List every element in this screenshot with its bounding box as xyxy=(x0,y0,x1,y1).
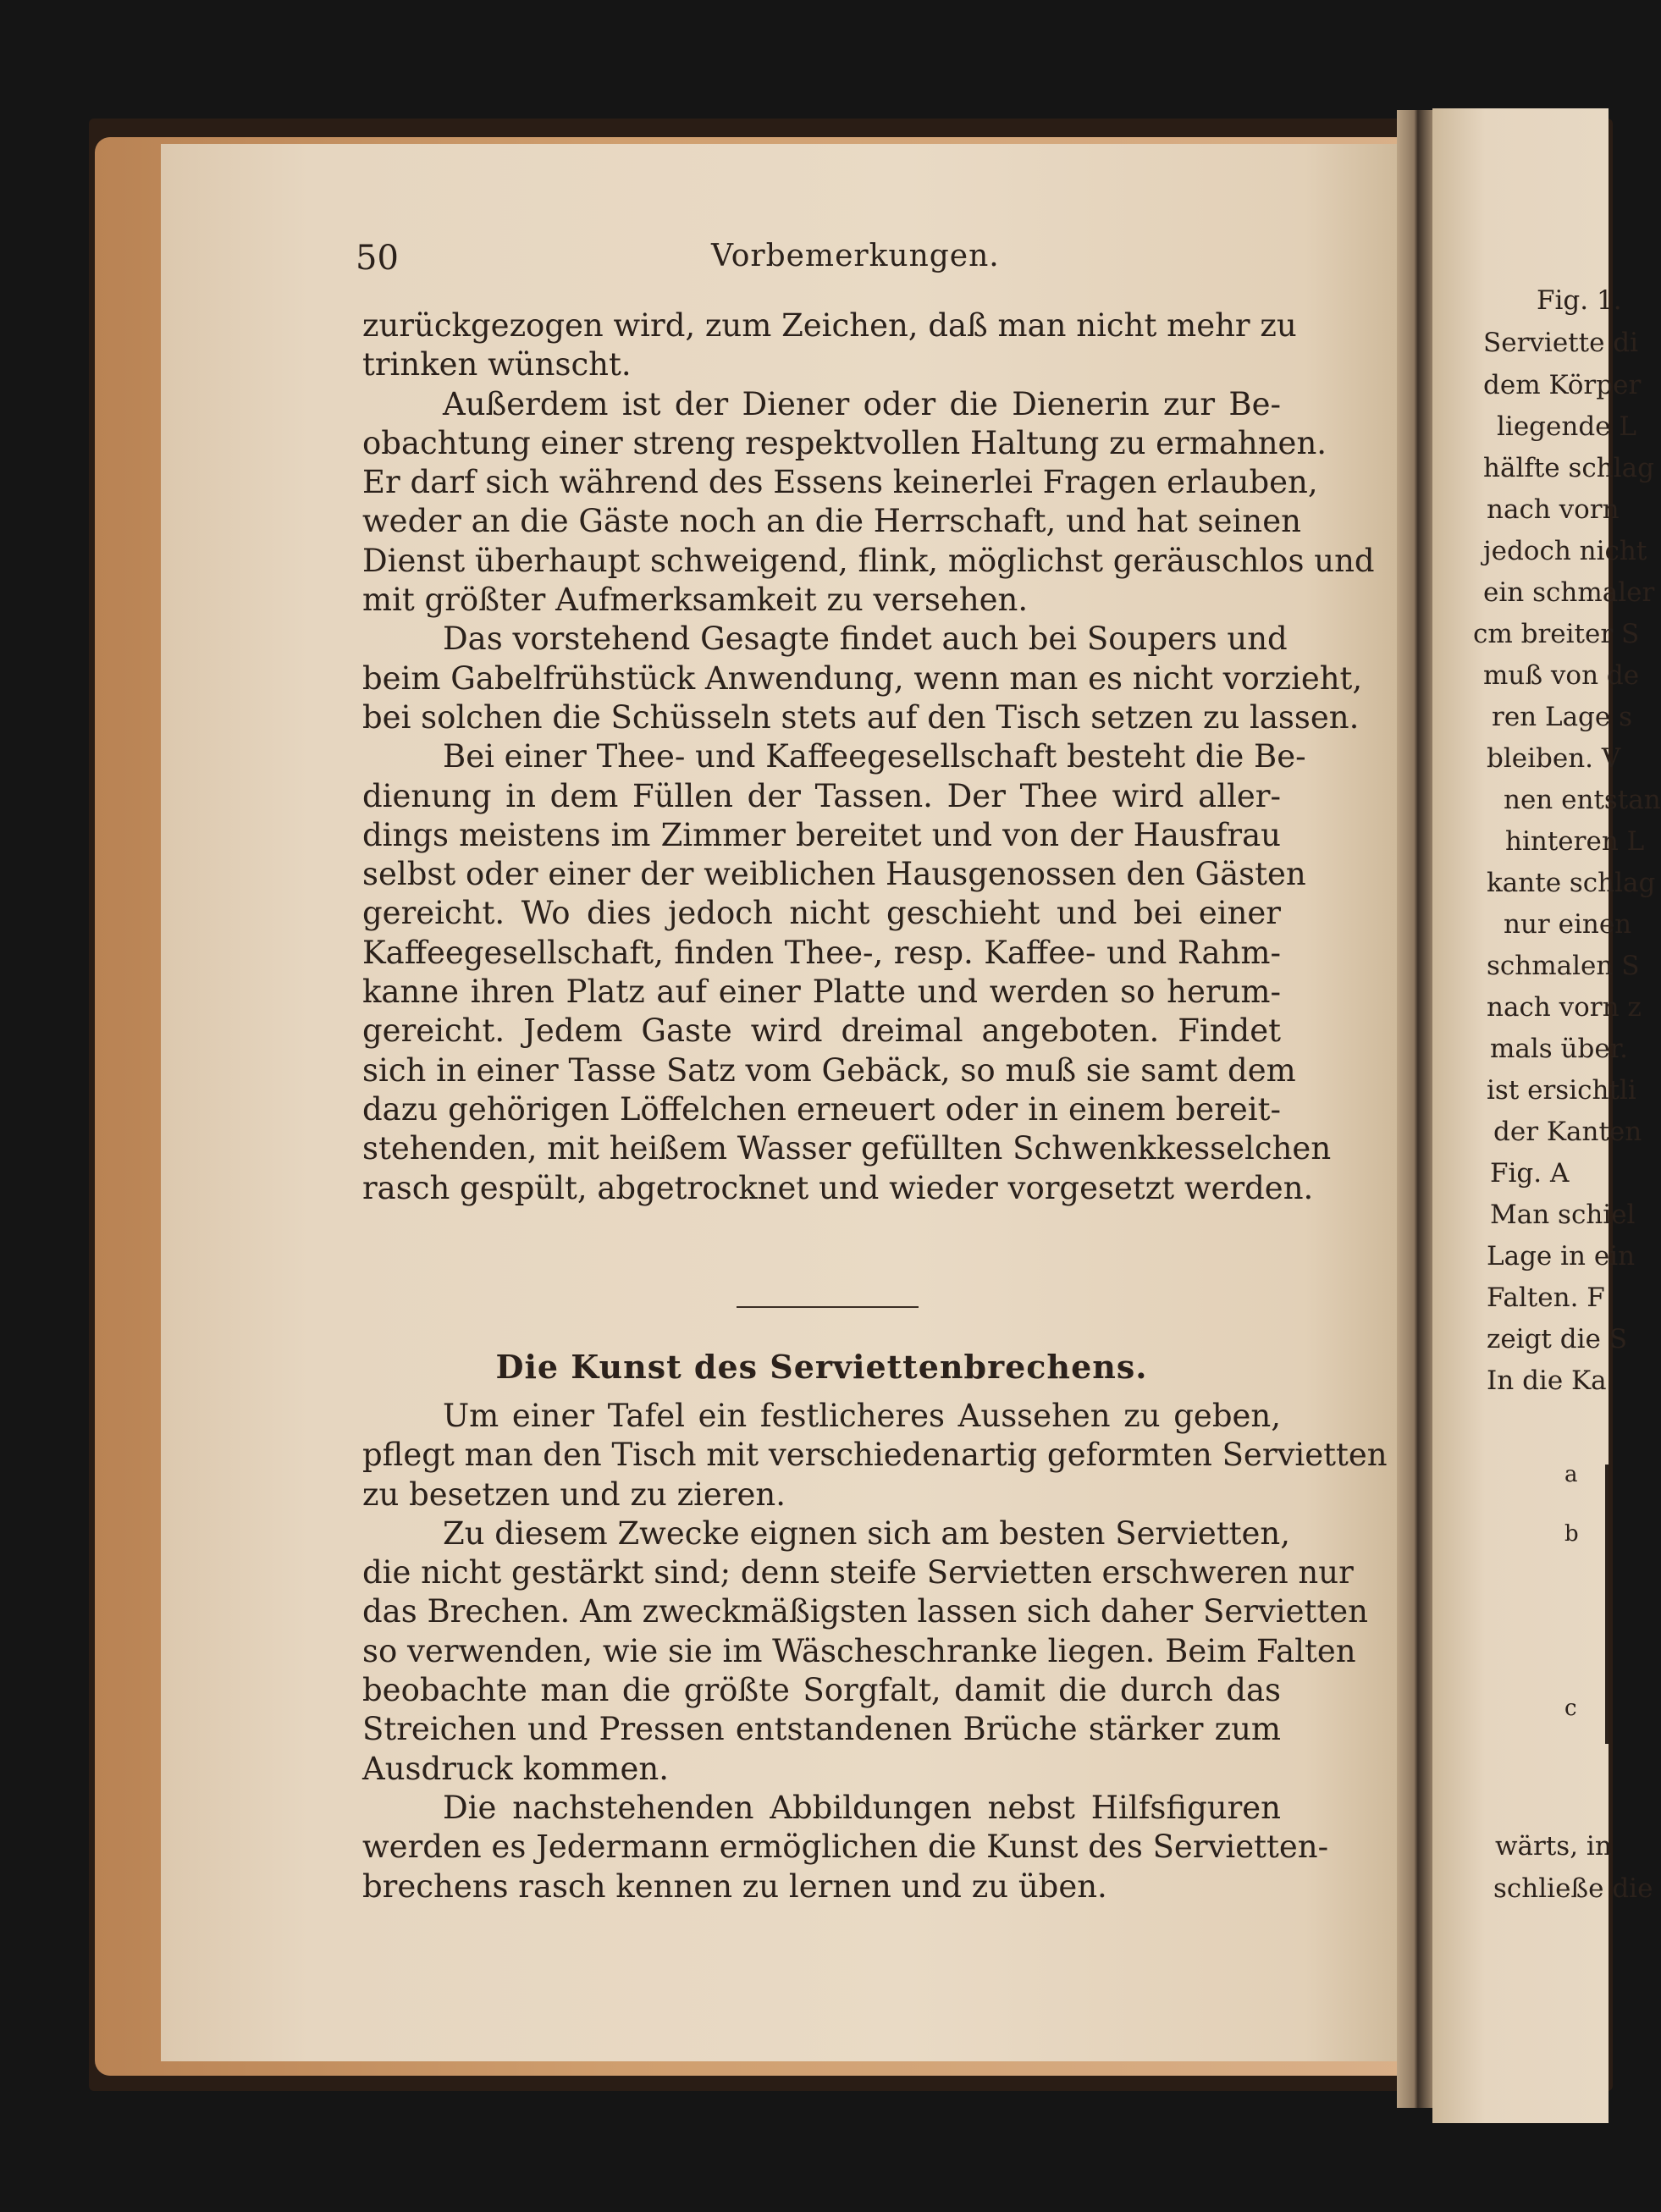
text-line: dienung in dem Füllen der Tassen. Der Thee wird aller- xyxy=(362,777,1281,814)
text-line: Das vorstehend Gesagte findet auch bei Soupers und xyxy=(443,621,1288,658)
text-line: die nicht gestärkt sind; denn steife Servietten erschweren nur xyxy=(362,1554,1354,1591)
text-line: Außerdem ist der Diener oder die Dienerin zur Be- xyxy=(443,385,1281,422)
right-page-line: dem Körper xyxy=(1483,370,1642,400)
right-page-line: wärts, in xyxy=(1495,1831,1612,1862)
right-page-line: mals über. xyxy=(1490,1034,1628,1064)
right-page-line: In die Ka xyxy=(1487,1365,1607,1396)
text-line: gereicht. Wo dies jedoch nicht geschieht und bei einer xyxy=(362,895,1281,932)
text-line: werden es Jedermann ermöglichen die Kunst des Servietten- xyxy=(362,1829,1329,1866)
right-page-line: cm breiter S xyxy=(1473,619,1640,649)
right-page-line: jedoch nicht xyxy=(1483,536,1647,566)
text-line: dings meistens im Zimmer bereitet und von der Hausfrau xyxy=(362,816,1281,853)
section1-text xyxy=(362,306,1375,1208)
text-line: beobachte man die größte Sorgfalt, damit die durch das xyxy=(362,1672,1281,1709)
text-line: mit größter Aufmerksamkeit zu versehen. xyxy=(362,582,1029,619)
right-page-line: ein schmaler xyxy=(1483,577,1655,608)
right-page-line: nach vorn xyxy=(1487,494,1620,525)
right-page-line: nur einen xyxy=(1504,909,1632,940)
section-divider xyxy=(737,1306,919,1308)
right-page-line: nen entstan xyxy=(1504,785,1661,815)
right-page-line: Man schiel xyxy=(1490,1200,1636,1230)
right-page-line: nach vorn z xyxy=(1487,992,1642,1023)
section2-text xyxy=(362,1397,1388,1906)
text-line: Er darf sich während des Essens keinerlei Fragen erlauben, xyxy=(362,464,1318,501)
right-page-line: ist ersichtli xyxy=(1487,1075,1636,1106)
text-line: sich in einer Tasse Satz vom Gebäck, so muß sie samt dem xyxy=(362,1051,1296,1089)
text-line: Bei einer Thee- und Kaffeegesellschaft besteht die Be- xyxy=(443,738,1306,775)
right-page-line: der Kanten xyxy=(1493,1117,1642,1147)
text-line: Streichen und Pressen entstandenen Brüche stärker zum xyxy=(362,1711,1281,1748)
text-line: brechens rasch kennen zu lernen und zu üben. xyxy=(362,1867,1107,1905)
right-page-line: zeigt die S xyxy=(1487,1324,1627,1354)
text-line: obachtung einer streng respektvollen Haltung zu ermahnen. xyxy=(362,424,1327,461)
right-page-line: schließe die xyxy=(1493,1873,1653,1904)
book-gutter xyxy=(1397,110,1435,2108)
text-line: selbst oder einer der weiblichen Hausgenossen den Gästen xyxy=(362,856,1306,893)
right-page-line: Fig. 1. xyxy=(1537,285,1622,316)
page-header xyxy=(356,239,1287,281)
section-heading: Die Kunst des Serviettenbrechens. xyxy=(495,1348,1148,1386)
text-line: Um einer Tafel ein festlicheres Aussehen zu geben, xyxy=(443,1398,1281,1434)
right-page-line: bleiben. V xyxy=(1487,743,1621,774)
text-line: gereicht. Jedem Gaste wird dreimal angeboten. Findet xyxy=(362,1012,1281,1050)
figure-label-b: b xyxy=(1564,1521,1579,1547)
text-line: weder an die Gäste noch an die Herrschaft, und hat seinen xyxy=(362,503,1301,540)
text-line: Die nachstehenden Abbildungen nebst Hilfsfiguren xyxy=(443,1789,1281,1826)
text-line: Kaffeegesellschaft, finden Thee-, resp. Kaffee- und Rahm- xyxy=(362,934,1281,971)
right-page-line: muß von de xyxy=(1483,660,1640,691)
text-line: Ausdruck kommen. xyxy=(362,1750,669,1787)
right-page-line: liegende L xyxy=(1497,411,1636,442)
text-line: zu besetzen und zu zieren. xyxy=(362,1476,786,1513)
text-line: kanne ihren Platz auf einer Platte und werden so herum- xyxy=(362,974,1281,1011)
right-page-line: ren Lage s xyxy=(1492,702,1633,732)
text-line: bei solchen die Schüsseln stets auf den Tisch setzen zu lassen. xyxy=(362,698,1360,736)
right-page-line: Falten. F xyxy=(1487,1283,1605,1313)
text-line: Dienst überhaupt schweigend, flink, möglichst geräuschlos und xyxy=(362,542,1375,579)
text-line: stehenden, mit heißem Wasser gefüllten Schwenkkesselchen xyxy=(362,1130,1332,1167)
right-page xyxy=(1432,108,1609,2123)
text-line: rasch gespült, abgetrocknet und wieder vorgesetzt werden. xyxy=(362,1169,1314,1206)
right-page-line: Fig. A xyxy=(1490,1158,1570,1189)
text-line: so verwenden, wie sie im Wäscheschranke liegen. Beim Falten xyxy=(362,1632,1356,1669)
text-line: trinken wünscht. xyxy=(362,346,632,383)
right-page-line: schmalen S xyxy=(1487,951,1640,981)
right-page-line: Lage in ein xyxy=(1487,1241,1636,1271)
right-page-line: hinteren L xyxy=(1505,826,1645,857)
right-page-line: Serviette di xyxy=(1483,328,1639,358)
running-head: Vorbemerkungen. xyxy=(711,239,1000,273)
right-page-line: hälfte schlag xyxy=(1483,453,1654,483)
text-line: zurückgezogen wird, zum Zeichen, daß man nicht mehr zu xyxy=(362,307,1297,344)
figure-label-c: c xyxy=(1564,1696,1577,1721)
text-line: pflegt man den Tisch mit verschiedenartig geformten Servietten xyxy=(362,1437,1388,1474)
text-line: dazu gehörigen Löffelchen erneuert oder in einem bereit- xyxy=(362,1090,1281,1128)
figure-edge-line xyxy=(1605,1465,1609,1744)
figure-label-a: a xyxy=(1564,1462,1578,1487)
text-line: beim Gabelfrühstück Anwendung, wenn man es nicht vorzieht, xyxy=(362,659,1363,697)
text-line: das Brechen. Am zweckmäßigsten lassen sich daher Servietten xyxy=(362,1593,1368,1630)
text-line: Zu diesem Zwecke eignen sich am besten Servietten, xyxy=(443,1514,1291,1552)
right-page-line: kante schlag xyxy=(1487,868,1656,898)
page-number: 50 xyxy=(356,239,399,278)
